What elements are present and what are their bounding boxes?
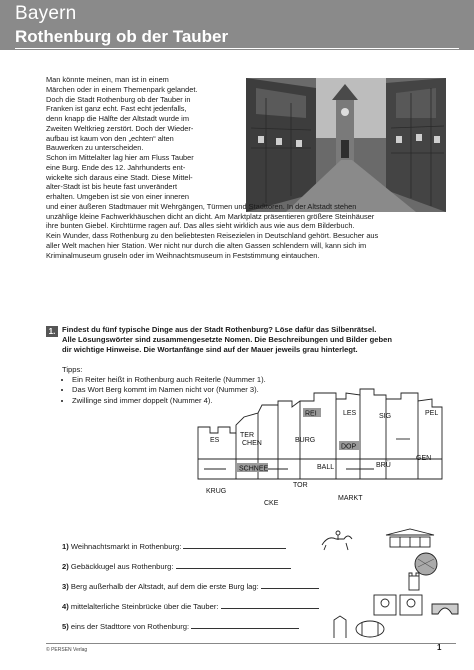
- question-text: Weihnachtsmarkt in Rothenburg:: [70, 542, 182, 551]
- intro-line: Doch die Stadt Rothenburg ob der Tauber in: [46, 94, 191, 104]
- rider-icon: [318, 527, 376, 551]
- tips-title: Tipps:: [62, 365, 83, 374]
- intro-line: Zweiten Weltkrieg zerstört. Doch der Wieder-: [46, 123, 194, 133]
- question-3: [62, 580, 319, 591]
- intro-line: aufbau ist kaum von den „echten“ alten: [46, 133, 174, 143]
- question-text: Gebäckkugel aus Rothenburg:: [70, 562, 174, 571]
- syllable-gen: GEN: [416, 455, 432, 462]
- question-1: [62, 540, 286, 551]
- answer-line[interactable]: [176, 560, 291, 569]
- answer-line[interactable]: [261, 580, 319, 589]
- question-5: [62, 620, 299, 631]
- syllable-chen: CHEN: [242, 440, 262, 447]
- page-header: [0, 0, 474, 50]
- syllable-krug: KRUG: [206, 488, 227, 495]
- intro-line: und einer äußeren Stadtmauer mit Wehrgängen, Türmen und Stadttoren. In der Altstadt stehen: [46, 201, 357, 211]
- intro-line: Schon im Mittelalter lag hier am Fluss Tauber: [46, 153, 194, 162]
- syllable-burg: BURG: [295, 437, 316, 444]
- page-title: Rothenburg ob der Tauber: [15, 27, 229, 46]
- task-line: Alle Lösungswörter sind zusammengesetzte Nomen. Die Beschreibungen und Bilder geben: [62, 335, 392, 345]
- intro-line: Man könnte meinen, man ist in einem: [46, 75, 169, 84]
- syllable-bru: BRÜ: [376, 462, 391, 469]
- intro-line: denn knapp die Hälfte der Altstadt wurde im: [46, 114, 189, 123]
- answer-line[interactable]: [221, 600, 319, 609]
- task-number: 1.: [46, 326, 58, 337]
- market-stall-icon: [384, 527, 436, 549]
- syllable-ter: TER: [240, 432, 254, 439]
- tip-item: • Ein Reiter heißt in Rothenburg auch Reiterle (Nummer 1).: [72, 375, 266, 385]
- tower-and-barrel-icon: [330, 614, 390, 640]
- syllable-markt: MARKT: [338, 495, 363, 502]
- syllable-dop: DOP: [341, 443, 357, 451]
- question-number: 4): [62, 602, 69, 611]
- tip-item: • Das Wort Berg kommt im Namen nicht vor (Nummer 3).: [72, 385, 266, 395]
- question-number: 1): [62, 542, 69, 551]
- question-number: 2): [62, 562, 69, 571]
- task-line: dir wichtige Hinweise. Die Wortanfänge sind auf der Mauer jeweils grau hinterlegt.: [62, 345, 358, 355]
- intro-line: Kein Wunder, dass Rothenburg zu den beliebtesten Reisezielen in Deutschland gehört. Besucher aus: [46, 231, 379, 240]
- intro-line: Kriminalmuseum gruseln oder im Weihnachtsmuseum in Feststimmung eintauchen.: [46, 250, 320, 260]
- answer-line[interactable]: [183, 540, 286, 549]
- intro-line: unzählige kleine Fachwerkhäuschen dicht an dicht. Am Marktplatz präsentieren größere Steinhäuser: [46, 211, 375, 221]
- syllable-les: LES: [343, 410, 357, 417]
- intro-line: Franken ist ganz echt. Fast echt jedenfalls,: [46, 104, 187, 114]
- syllable-cke: CKE: [264, 500, 279, 507]
- intro-column: [46, 75, 244, 202]
- intro-line: alter-Stadt ist bis heute fast unverändert: [46, 182, 178, 192]
- syllable-ball: BALL: [317, 464, 335, 471]
- intro-line: eine Burg. Ende des 12. Jahrhunderts ent-: [46, 162, 186, 172]
- castle-tower-icon: [404, 571, 424, 591]
- page-number: 1: [437, 643, 442, 652]
- intro-text: [46, 75, 446, 260]
- intro-full-width: [46, 202, 446, 261]
- tip-item: • Zwillinge sind immer doppelt (Nummer 4).: [72, 396, 266, 406]
- intro-line: ihre bunten Giebel. Kirchtürme ragen auf. Das alles sieht wirklich aus wie aus dem Bilderbuch.: [46, 221, 355, 231]
- question-number: 5): [62, 622, 69, 631]
- publisher-label: © PERSEN Verlag: [46, 647, 88, 653]
- syllable-sig: SIG: [379, 413, 392, 420]
- region-label: Bayern: [15, 3, 77, 24]
- syllable-tor: TOR: [293, 482, 308, 489]
- question-number: 3): [62, 582, 69, 591]
- answer-line[interactable]: [191, 620, 299, 629]
- task-instructions: [62, 325, 442, 356]
- question-text: eins der Stadttore von Rothenburg:: [70, 622, 190, 631]
- question-text: Berg außerhalb der Altstadt, auf dem die erste Burg lag:: [70, 582, 259, 591]
- task-line: Findest du fünf typische Dinge aus der Stadt Rothenburg? Löse dafür das Silbenrätsel.: [62, 325, 377, 334]
- syllable-pel: PEL: [425, 410, 439, 417]
- intro-line: Märchen oder in einem Themenpark gelandet.: [46, 84, 198, 94]
- footer-divider: [46, 643, 456, 644]
- question-4: [62, 600, 319, 611]
- syllable-wall: [196, 387, 446, 517]
- intro-line: aller Welt machen hier Station. Wer nicht nur durch die alten Gassen schlendern will, kann sich im: [46, 240, 367, 250]
- stone-bridge-icon: [430, 596, 460, 616]
- header-divider: [15, 48, 459, 49]
- syllable-schnee: SCHNEE: [239, 465, 269, 473]
- question-text: mittelalterliche Steinbrücke über die Tauber:: [70, 602, 219, 611]
- syllable-es: ES: [210, 437, 220, 444]
- intro-line: erhalten. Umgeben ist sie von einer inneren: [46, 192, 189, 201]
- intro-line: Bauwerken zu unterscheiden.: [46, 143, 144, 153]
- intro-line: wickelte sich daraus eine Stadt. Diese Mittel-: [46, 172, 193, 182]
- question-2: [62, 560, 291, 571]
- syllable-rei: REI: [305, 410, 317, 418]
